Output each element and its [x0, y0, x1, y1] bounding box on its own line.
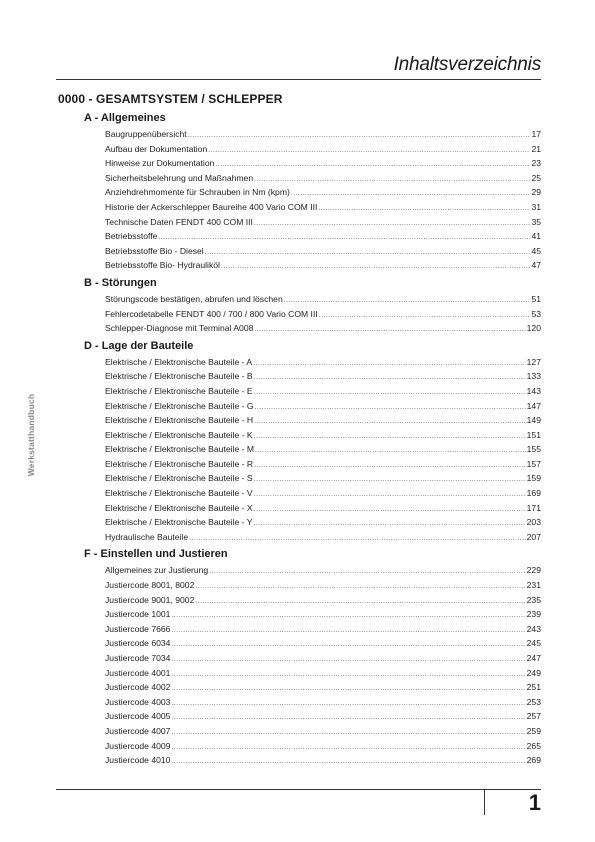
section-title: B - Störungen [84, 276, 157, 289]
dot-leader [158, 231, 530, 246]
table-of-contents [58, 92, 541, 768]
toc-entry[interactable] [105, 753, 541, 768]
toc-entry-label: Justiercode 4007 [105, 725, 171, 736]
section-title: D - Lage der Bauteile [84, 339, 194, 352]
dot-leader [171, 711, 525, 726]
toc-entry-label: Elektrische / Elektronische Bauteile - A [105, 356, 253, 367]
dot-leader [171, 668, 525, 683]
toc-entry[interactable] [105, 651, 541, 666]
toc-entry-page: 35 [531, 216, 541, 227]
toc-entry-label: Justiercode 8001, 8002 [105, 580, 195, 591]
toc-entry[interactable] [105, 185, 541, 200]
toc-entry[interactable] [105, 355, 541, 370]
dot-leader [254, 473, 526, 488]
toc-entry-label: Justiercode 6034 [105, 638, 171, 649]
toc-entry[interactable] [105, 215, 541, 230]
toc-entry-page: 171 [526, 502, 541, 513]
toc-entry[interactable] [105, 724, 541, 739]
dot-leader [284, 294, 531, 309]
toc-entry[interactable] [105, 666, 541, 681]
toc-entry[interactable] [105, 636, 541, 651]
toc-entry[interactable] [105, 127, 541, 142]
toc-entry-page: 243 [526, 623, 541, 634]
toc-entry[interactable] [105, 229, 541, 244]
toc-sections [58, 111, 541, 768]
toc-entry[interactable] [105, 593, 541, 608]
dot-leader [215, 158, 530, 173]
toc-entry-label: Sicherheitsbelehrung und Maßnahmen [105, 172, 254, 183]
toc-entry-page: 133 [526, 371, 541, 382]
toc-entry-page: 235 [526, 594, 541, 605]
toc-entry[interactable] [105, 171, 541, 186]
dot-leader [171, 697, 525, 712]
dot-leader [221, 260, 530, 275]
dot-leader [254, 173, 530, 188]
section-title: A - Allgemeines [84, 112, 166, 124]
dot-leader [319, 309, 531, 324]
toc-entry[interactable] [105, 307, 541, 322]
toc-entry-label: Hydraulische Bauteile [105, 531, 189, 542]
header-divider [56, 79, 541, 80]
dot-leader [254, 459, 526, 474]
dot-leader [254, 430, 526, 445]
toc-entry-label: Fehlercodetabelle FENDT 400 / 700 / 800 Vario COM III [105, 308, 318, 319]
toc-entry[interactable] [105, 258, 541, 273]
toc-entry[interactable] [105, 369, 541, 384]
toc-entry-page: 151 [526, 429, 541, 440]
toc-entry-page: 149 [526, 415, 541, 426]
toc-entry[interactable] [105, 156, 541, 171]
toc-entry-label: Justiercode 7666 [105, 623, 171, 634]
toc-entry-page: 157 [526, 458, 541, 469]
side-margin-label: Werkstatthandbuch [26, 393, 36, 477]
toc-entry[interactable] [105, 142, 541, 157]
toc-entry-label: Justiercode 1001 [105, 609, 171, 620]
toc-entry-page: 29 [531, 187, 541, 198]
toc-entry-label: Technische Daten FENDT 400 COM III [105, 216, 253, 227]
toc-entry-page: 245 [526, 638, 541, 649]
dot-leader [171, 609, 525, 624]
toc-entry-page: 269 [526, 755, 541, 766]
toc-entry-page: 229 [526, 565, 541, 576]
toc-entry-label: Schlepper-Diagnose mit Terminal A008 [105, 323, 254, 334]
toc-entry-page: 155 [526, 444, 541, 455]
toc-entry-page: 53 [531, 308, 541, 319]
dot-leader [171, 638, 525, 653]
toc-entry[interactable] [105, 563, 541, 578]
toc-entry-label: Betriebsstoffe [105, 231, 158, 242]
toc-entry[interactable] [105, 709, 541, 724]
toc-entry[interactable] [105, 457, 541, 472]
toc-entry-label: Elektrische / Elektronische Bauteile - V [105, 488, 253, 499]
toc-entry-label: Justiercode 4002 [105, 682, 171, 693]
toc-entry-page: 120 [526, 323, 541, 334]
toc-section [58, 547, 541, 767]
toc-entry-page: 169 [526, 488, 541, 499]
toc-entry-page: 31 [531, 201, 541, 212]
toc-entry-label: Elektrische / Elektronische Bauteile - X [105, 502, 253, 513]
toc-entry-label: Anziehdrehmomente für Schrauben in Nm (kpm) [105, 187, 290, 198]
toc-entry-page: 25 [531, 172, 541, 183]
dot-leader [171, 755, 525, 770]
toc-entry[interactable] [105, 321, 541, 336]
toc-entry[interactable] [105, 244, 541, 259]
toc-entry-label: Hinweise zur Dokumentation [105, 158, 215, 169]
toc-entry-page: 147 [526, 400, 541, 411]
toc-entry-page: 45 [531, 245, 541, 256]
toc-entry[interactable] [105, 442, 541, 457]
dot-leader [205, 246, 531, 261]
toc-entry-label: Elektrische / Elektronische Bauteile - H [105, 415, 254, 426]
toc-entry-label: Elektrische / Elektronische Bauteile - B [105, 371, 253, 382]
toc-entry-page: 41 [531, 231, 541, 242]
toc-entry-page: 51 [531, 293, 541, 304]
dot-leader [171, 741, 525, 756]
toc-entry[interactable] [105, 739, 541, 754]
toc-entry-label: Betriebsstoffe Bio - Diesel [105, 245, 204, 256]
footer-divider [56, 789, 541, 790]
toc-entry-label: Justiercode 4009 [105, 740, 171, 751]
toc-entry-page: 251 [526, 682, 541, 693]
toc-entry-page: 253 [526, 696, 541, 707]
toc-entry[interactable] [105, 622, 541, 637]
toc-entry[interactable] [105, 413, 541, 428]
toc-entry-page: 207 [526, 531, 541, 542]
dot-leader [254, 503, 526, 518]
toc-entry-label: Elektrische / Elektronische Bauteile - E [105, 385, 253, 396]
dot-leader [209, 565, 525, 580]
dot-leader [189, 532, 526, 547]
toc-entry[interactable] [105, 501, 541, 516]
dot-leader [208, 144, 530, 159]
toc-entry-page: 17 [531, 129, 541, 139]
dot-leader [291, 187, 531, 202]
toc-entry-label: Justiercode 4005 [105, 711, 171, 722]
toc-entry-page: 259 [526, 725, 541, 736]
toc-entry[interactable] [105, 292, 541, 307]
page-number: 1 [528, 790, 541, 815]
toc-entry-page: 143 [526, 385, 541, 396]
toc-entry-label: Elektrische / Elektronische Bauteile - S [105, 473, 253, 484]
dot-leader [318, 202, 530, 217]
toc-entry-label: Allgemeines zur Justierung [105, 565, 209, 576]
toc-entry-label: Historie der Ackerschlepper Baureihe 400 Vario COM III [105, 201, 318, 212]
toc-entry-label: Störungscode bestätigen, abrufen und löschen [105, 293, 283, 304]
dot-leader [254, 386, 526, 401]
dot-leader [253, 517, 525, 532]
dot-leader [254, 371, 526, 386]
toc-entry[interactable] [105, 486, 541, 501]
toc-entry-page: 249 [526, 667, 541, 678]
dot-leader [171, 653, 525, 668]
section-title: F - Einstellen und Justieren [84, 548, 228, 561]
toc-entry-label: Elektrische / Elektronische Bauteile - Y [105, 517, 253, 528]
toc-entry-page: 247 [526, 653, 541, 663]
toc-section [58, 339, 541, 545]
toc-entry-label: Justiercode 9001, 9002 [105, 594, 195, 605]
toc-entry[interactable] [105, 607, 541, 622]
toc-entry-page: 159 [526, 473, 541, 484]
page-header-title: Inhaltsverzeichnis [393, 54, 541, 75]
toc-entry-label: Elektrische / Elektronische Bauteile - M [105, 444, 255, 455]
toc-entry-page: 239 [526, 609, 541, 620]
toc-entry-label: Justiercode 4010 [105, 755, 171, 766]
toc-entry-page: 23 [531, 158, 541, 169]
dot-leader [254, 323, 525, 338]
dot-leader [255, 444, 526, 459]
footer-divider-tick [484, 789, 485, 815]
dot-leader [255, 401, 526, 416]
toc-entry-page: 21 [531, 143, 541, 154]
toc-entry[interactable] [105, 399, 541, 414]
dot-leader [188, 129, 531, 144]
toc-entry[interactable] [105, 428, 541, 443]
toc-entry[interactable] [105, 384, 541, 399]
dot-leader [254, 217, 531, 232]
toc-entry-label: Elektrische / Elektronische Bauteile - G [105, 400, 254, 411]
dot-leader [254, 415, 526, 430]
dot-leader [195, 595, 525, 610]
dot-leader [253, 357, 526, 372]
toc-entry-page: 231 [526, 580, 541, 591]
toc-entry[interactable] [105, 530, 541, 545]
toc-entry[interactable] [105, 695, 541, 710]
toc-entry-label: Aufbau der Dokumentation [105, 143, 208, 154]
toc-entry[interactable] [105, 680, 541, 695]
dot-leader [171, 624, 525, 639]
toc-entry-page: 47 [531, 260, 541, 271]
dot-leader [254, 488, 526, 503]
toc-entry[interactable] [105, 471, 541, 486]
toc-entry[interactable] [105, 578, 541, 593]
dot-leader [195, 580, 525, 595]
toc-entry-label: Justiercode 4001 [105, 667, 171, 678]
system-title: 0000 - GESAMTSYSTEM / SCHLEPPER [58, 92, 283, 106]
toc-entry[interactable] [105, 200, 541, 215]
toc-entry-label: Elektrische / Elektronische Bauteile - K [105, 429, 253, 440]
dot-leader [171, 726, 525, 741]
toc-entry-page: 265 [526, 740, 541, 751]
toc-entry[interactable] [105, 515, 541, 530]
toc-entry-label: Elektrische / Elektronische Bauteile - R [105, 458, 254, 469]
toc-entry-label: Baugruppenübersicht [105, 129, 187, 139]
dot-leader [171, 682, 525, 697]
toc-entry-page: 203 [526, 517, 541, 528]
toc-entry-label: Justiercode 7034 [105, 653, 171, 663]
toc-entry-label: Betriebsstoffe Bio- Hydrauliköl [105, 260, 220, 271]
toc-entry-page: 127 [526, 356, 541, 367]
toc-section [58, 111, 541, 273]
toc-section [58, 276, 541, 336]
toc-entry-page: 257 [526, 711, 541, 722]
toc-entry-label: Justiercode 4003 [105, 696, 171, 707]
